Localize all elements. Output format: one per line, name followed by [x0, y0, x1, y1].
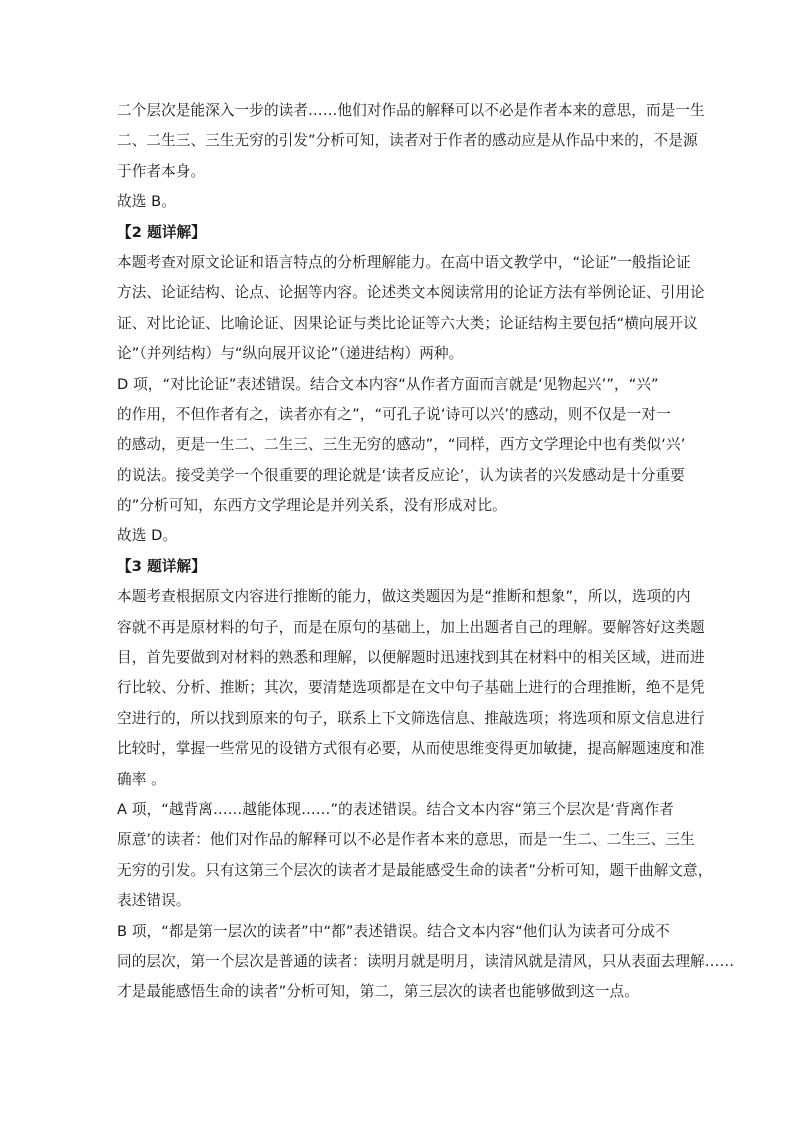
text-line: 无穷的引发。只有这第三个层次的读者才是最能感受生命的读者”分析可知，题干曲解文意，: [117, 861, 713, 879]
text-line: 的”分析可知，东西方文学理论是并列关系，没有形成对比。: [117, 497, 507, 515]
text-line: 的作用，不但作者有之，读者亦有之”，“可孔子说‘诗可以兴’的感动，则不仅是一对一: [117, 405, 671, 423]
text-line: 的说法。接受美学一个很重要的理论就是‘读者反应论’，认为读者的兴发感动是十分重要: [117, 466, 685, 484]
text-line: 原意’的读者：他们对作品的解释可以不必是作者本来的意思，而是一生二、二生三、三生: [117, 831, 695, 849]
text-line: 【3 题详解】: [117, 557, 206, 575]
text-line: 本题考查对原文论证和语言特点的分析理解能力。在高中语文教学中，“论证”一般指论证: [117, 253, 691, 271]
text-line: B 项，“都是第一层次的读者”中“都”表述错误。结合文本内容“他们认为读者可分成不: [117, 922, 670, 940]
text-line: 比较时，掌握一些常见的设错方式很有必要，从而使思维变得更加敏捷，提高解题速度和准: [117, 740, 705, 758]
section-heading: [117, 218, 685, 248]
text-line: 【2 题详解】: [117, 223, 206, 241]
text-line: 的感动，更是一生二、二生三、三生无穷的感动”，“同样，西方文学理论中也有类似‘兴’: [117, 436, 686, 454]
text-line: 目，首先要做到对材料的熟悉和理解，以便解题时迅速找到其在材料中的相关区域，进而进: [117, 649, 705, 667]
text-line: 方法、论证结构、论点、论据等内容。论述类文本阅读常用的论证方法有举例论证、引用论: [117, 284, 705, 302]
text-line: 二、二生三、三生无穷的引发”分析可知，读者对于作者的感动应是从作品中来的，不是源: [117, 132, 698, 150]
text-line: 表述错误。: [117, 892, 191, 910]
text-line: 行比较、分析、推断；其次，要清楚选项都是在文中句子基础上进行的合理推断，绝不是凭: [117, 679, 705, 697]
text-line: 于作者本身。: [117, 162, 206, 180]
text-line: 空进行的，所以找到原来的句子，联系上下文筛选信息、推敲选项；将选项和原文信息进行: [117, 709, 705, 727]
text-line: A 项，“越背离……越能体现……”的表述错误。结合文本内容“第三个层次是‘背离作者: [117, 800, 674, 818]
text-line: 本题考查根据原文内容进行推断的能力，做这类题因为是“推断和想象”，所以，选项的内: [117, 588, 691, 606]
text-paragraph: [117, 248, 705, 370]
text-line: 才是最能感悟生命的读者”分析可知，第二，第三层次的读者也能够做到这一点。: [117, 983, 639, 1001]
document-page: [117, 96, 735, 1008]
text-paragraph: [117, 521, 685, 551]
text-line: 容就不再是原材料的句子，而是在原句的基础上，加上出题者自己的理解。要解答好这类题: [117, 618, 705, 636]
text-paragraph: [117, 917, 735, 1008]
text-line: 确率 。: [117, 770, 166, 788]
text-paragraph: [117, 187, 685, 217]
text-paragraph: [117, 96, 705, 187]
text-paragraph: [117, 582, 705, 795]
text-line: 故选 D。: [117, 527, 178, 545]
text-line: D 项，“对比论证”表述错误。结合文本内容“从作者方面而言就是‘见物起兴’”，“兴”: [117, 375, 659, 393]
text-paragraph: [117, 370, 685, 522]
text-paragraph: [117, 795, 713, 917]
text-line: 论”（并列结构）与“纵向展开议论”（递进结构）两种。: [117, 345, 464, 363]
text-line: 同的层次，第一个层次是普通的读者：读明月就是明月，读清风就是清风，只从表面去理解……: [117, 952, 735, 970]
text-line: 证、对比论证、比喻论证、因果论证与类比论证等六大类；论证结构主要包括“横向展开议: [117, 314, 698, 332]
section-heading: [117, 552, 685, 582]
text-line: 二个层次是能深入一步的读者……他们对作品的解释可以不必是作者本来的意思，而是一生: [117, 102, 705, 119]
text-line: 故选 B。: [117, 193, 176, 211]
